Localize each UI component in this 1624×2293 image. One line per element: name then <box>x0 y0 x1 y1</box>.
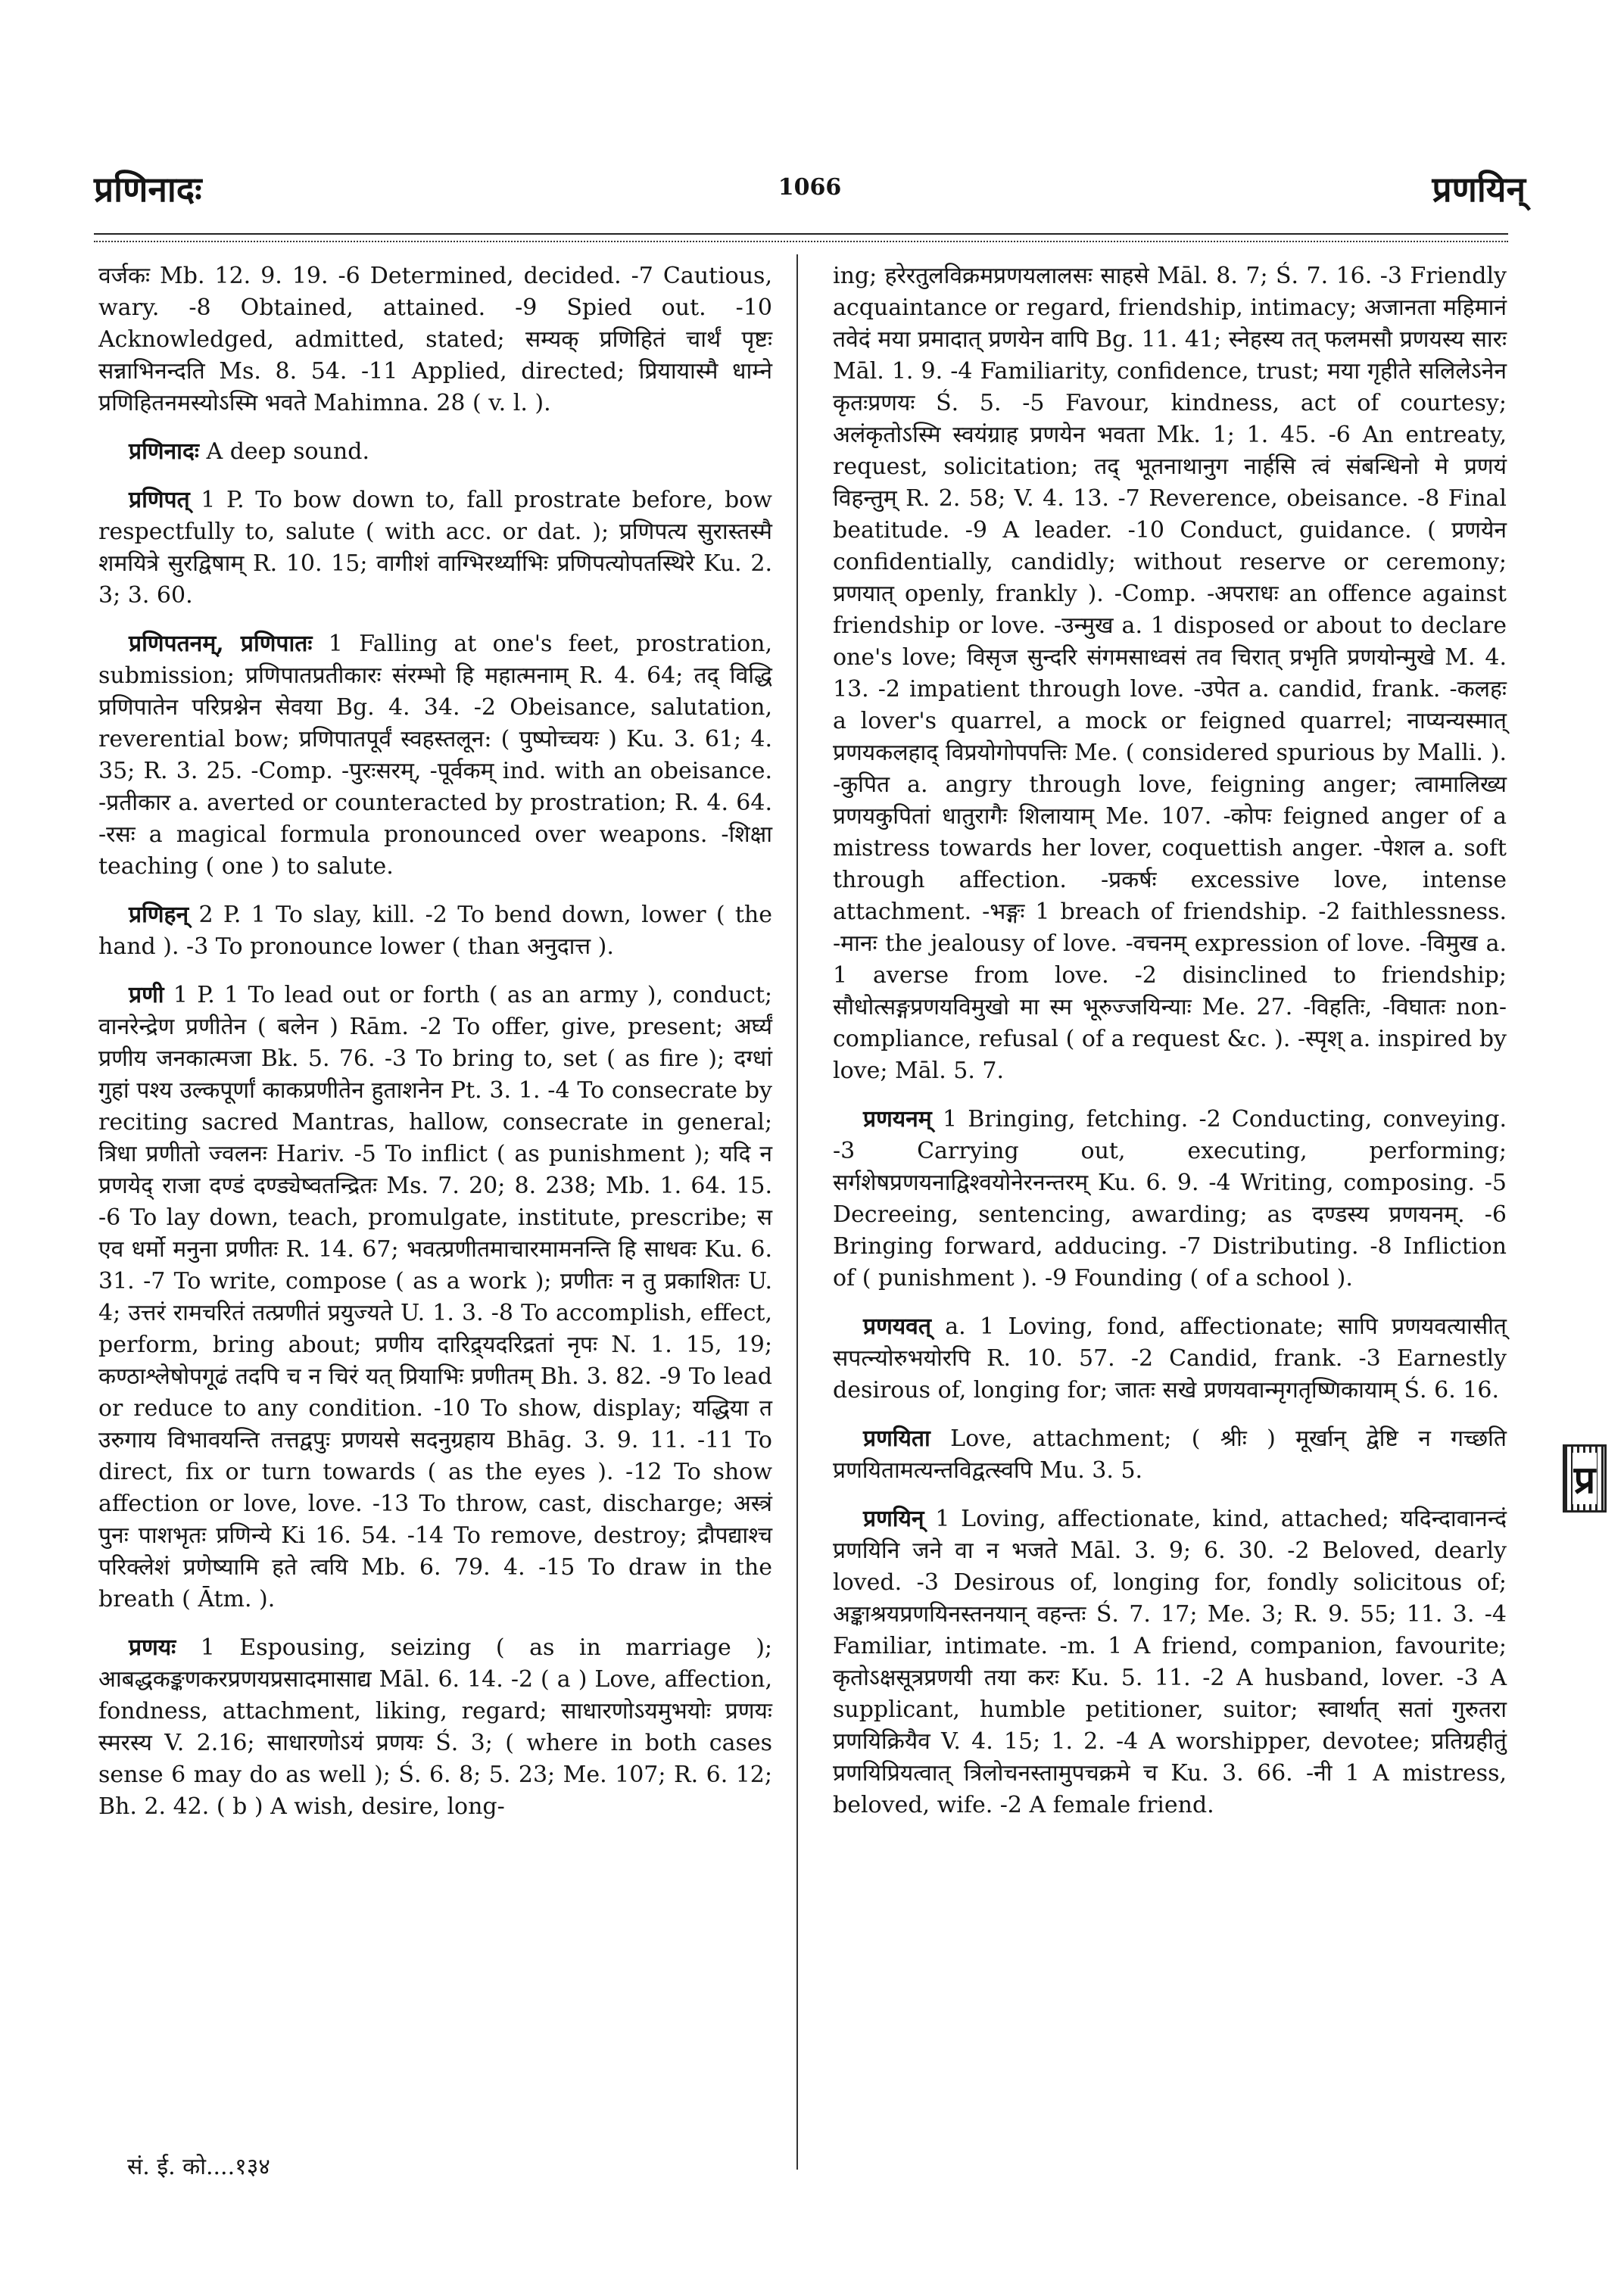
entry-headword: प्रणयः <box>129 1634 176 1661</box>
entry-definition: वर्जकः Mb. 12. 9. 19. -6 Determined, decided. -7 Cautious, wary. -8 Obtained, attained. -9 Spied out. -10 Acknowledged, admitted, stated; सम्यक् प्रणिहितं चार्थं पृष्टः सन्नाभिनन्दति Ms. 8. 54. -11 Applied, directed; प्रियायास्मै धाम्ने प्रणिहितनमस्योऽस्मि भवते Mahimna. 28 ( v. l. ). <box>98 263 772 416</box>
entry-definition: a. 1 Loving, fond, affectionate; सापि प्रणयवत्यासीत् सपत्न्योरुभयोरपि R. 10. 57. -2 Candid, frank. -3 Earnestly desirous of, longing for; जातः सखे प्रणयवान्मृगतृष्णिकायाम् Ś. 6. 16. <box>833 1313 1507 1404</box>
entry-definition: 1 Espousing, seizing ( as in marriage ); आबद्धकङ्कणकरप्रणयप्रसादमासाद्य Māl. 6. 14. -2 ( a ) Love, affection, fondness, attachment, liking, regard; साधारणोऽयमुभयोः प्रणयः स्मरस्य V. 2.16; साधारणोऽयं प्रणयः Ś. 3; ( where in both cases sense 6 may do as well ); Ś. 6. 8; 5. 23; Me. 107; R. 6. 12; Bh. 2. 42. ( b ) A wish, desire, long- <box>98 1634 773 1820</box>
dictionary-entry <box>833 1104 1507 1294</box>
entry-headword: प्रणयवत् <box>863 1313 931 1340</box>
left-column <box>98 260 772 1840</box>
dictionary-entry <box>98 980 772 1615</box>
entry-definition: A deep sound. <box>206 438 369 465</box>
dictionary-entry <box>98 628 772 883</box>
dictionary-entry <box>98 260 772 419</box>
entry-definition: 1 Bringing, fetching. -2 Conducting, conveying. -3 Carrying out, executing, performing; सर्गशेषप्रणयनाद्विश्वयोनेरनन्तरम् Ku. 6. 9. -4 Writing, composing. -5 Decreeing, sentencing, awarding; as दण्डस्य प्रणयनम्. -6 Bringing forward, adducing. -7 Distributing. -8 Infliction of ( punishment ). -9 Founding ( of a school ). <box>833 1106 1507 1291</box>
header-rule <box>94 233 1508 235</box>
entry-headword: प्रणिपतनम्, प्रणिपातः <box>129 631 313 657</box>
entry-definition: Love, attachment; ( श्रीः ) मूर्खान् द्वेष्टि न गच्छति प्रणयितामत्यन्तविद्वत्स्वपि Mu. 3. 5. <box>833 1425 1507 1484</box>
signature-footer: सं. ई. को....१३४ <box>127 2154 270 2180</box>
entry-definition: ing; हरेरतुलविक्रमप्रणयलालसः साहसे Māl. 8. 7; Ś. 7. 16. -3 Friendly acquaintance or regard, friendship, intimacy; अजानता महिमानं तवेदं मया प्रमादात् प्रणयेन वापि Bg. 11. 41; स्नेहस्य तत् फलमसौ प्रणयस्य सारः Māl. 1. 9. -4 Familiarity, confidence, trust; मया गृहीते सलिलेऽनेन कृतःप्रणयः Ś. 5. -5 Favour, kindness, act of courtesy; अलंकृतोऽस्मि स्वयंग्राह प्रणयेन भवता Mk. 1; 1. 45. -6 An entreaty, request, solicitation; तद् भूतनाथानुग नार्हसि त्वं संबन्धिनो मे प्रणयं विहन्तुम् R. 2. 58; V. 4. 13. -7 Reverence, obeisance. -8 Final beatitude. -9 A leader. -10 Conduct, guidance. ( प्रणयेन confidentially, candidly; without reserve or ceremony; प्रणयात् openly, frankly ). -Comp. -अपराधः an offence against friendship or love. -उन्मुख a. 1 disposed or about to declare one's love; विसृज सुन्दरि संगमसाध्वसं तव चिरात् प्रभृति प्रणयोन्मुखे M. 4. 13. -2 impatient through love. -उपेत a. candid, frank. -कलहः a lover's quarrel, a mock or feigned quarrel; नाप्यन्यस्मात् प्रणयकलहाद् विप्रयोगोपपत्तिः Me. ( considered spurious by Malli. ). -कुपित a. angry through love, feigning anger; त्वामालिख्य प्रणयकुपितां धातुरागैः शिलायाम् Me. 107. -कोपः feigned anger of a mistress towards her lover, coquettish anger. -पेशल a. soft through affection. -प्रकर्षः excessive love, intense attachment. -भङ्गः 1 breach of friendship. -2 faithlessness. -मानः the jealousy of love. -वचनम् expression of love. -विमुख a. 1 averse from love. -2 disinclined to friendship; सौधोत्सङ्गप्रणयविमुखो मा स्म भूरुज्जयिन्याः Me. 27. -विहतिः, -विघातः non-compliance, refusal ( of a request &c. ). -स्पृश् a. inspired by love; Māl. 5. 7. <box>833 263 1507 1084</box>
dictionary-entry <box>833 260 1507 1087</box>
entry-definition: 2 P. 1 To slay, kill. -2 To bend down, lower ( the hand ). -3 To pronounce lower ( than अनुदात्त ). <box>98 902 772 960</box>
entry-headword: प्रणयनम् <box>863 1106 932 1132</box>
dictionary-entry <box>98 1632 772 1823</box>
column-divider <box>796 254 798 2170</box>
dictionary-entry <box>833 1311 1507 1407</box>
left-running-headword: प्रणिनादः <box>94 169 202 210</box>
right-column <box>833 260 1507 1838</box>
entry-definition: 1 P. 1 To lead out or forth ( as an army ), conduct; वानरेन्द्रेण प्रणीतेन ( बलेन ) Rām. -2 To offer, give, present; अर्घ्यं प्रणीय जनकात्मजा Bk. 5. 76. -3 To bring to, set ( as fire ); दग्धां गुहां पश्य उल्कपूर्णां काकप्रणीतेन हुताशनेन Pt. 3. 1. -4 To consecrate by reciting sacred Mantras, hallow, consecrate in general; त्रिधा प्रणीतो ज्वलनः Hariv. -5 To inflict ( as punishment ); यदि न प्रणयेद् राजा दण्डं दण्ड्येष्वतन्द्रितः Ms. 7. 20; 8. 238; Mb. 1. 64. 15. -6 To lay down, teach, promulgate, institute, prescribe; स एव धर्मो मनुना प्रणीतः R. 14. 67; भवत्प्रणीतमाचारमामनन्ति हि साधवः Ku. 6. 31. -7 To write, compose ( as a work ); प्रणीतः न तु प्रकाशितः U. 4; उत्तरं रामचरितं तत्प्रणीतं प्रयुज्यते U. 1. 3. -8 To accomplish, effect, perform, bring about; प्रणीय दारिद्र्यदरिद्रतां नृपः N. 1. 15, 19; कण्ठाश्लेषोपगूढं तदपि च न चिरं यत् प्रियाभिः प्रणीतम् Bh. 3. 82. -9 To lead or reduce to any condition. -10 To show, display; यद्धिया त उरुगाय विभावयन्ति तत्तद्वपुः प्रणयसे सदनुग्रहाय Bhāg. 3. 9. 11. -11 To direct, fix or turn towards ( as the eyes ). -12 To show affection or love, love. -13 To throw, cast, discharge; अस्त्रं पुनः पाशभृतः प्रणिन्ये Ki 16. 54. -14 To remove, destroy; द्रौपद्याश्च परिक्लेशं प्रणेष्यामि हते त्वयि Mb. 6. 79. 4. -15 To draw in the breath ( Ātm. ). <box>98 982 772 1612</box>
entry-headword: प्रणिनादः <box>129 438 199 465</box>
dictionary-entry <box>98 436 772 468</box>
dictionary-entry <box>833 1423 1507 1487</box>
entry-headword: प्रणिपत् <box>129 487 190 513</box>
entry-definition: 1 Loving, affectionate, kind, attached; यदिन्दावानन्दं प्रणयिनि जने वा न भजते Māl. 3. 9; 6. 30. -2 Beloved, dearly loved. -3 Desirous of, longing for, fondly solicitous of; अङ्काश्रयप्रणयिनस्तनयान् वहन्तः Ś. 7. 17; Me. 3; R. 9. 55; 11. 3. -4 Familiar, intimate. -m. 1 A friend, companion, favourite; कृतोऽक्षसूत्रप्रणयी तया करः Ku. 5. 11. -2 A husband, lover. -3 A supplicant, humble petitioner, suitor; स्वार्थात् सतां गुरुतरा प्रणयिक्रियैव V. 4. 15; 1. 2. -4 A worshipper, devotee; प्रतिग्रहीतुं प्रणयिप्रियत्वात् त्रिलोचनस्तामुपचक्रमे च Ku. 3. 66. -नी 1 A mistress, beloved, wife. -2 A female friend. <box>833 1506 1507 1818</box>
entry-headword: प्रणयिता <box>863 1425 930 1452</box>
dictionary-entry <box>98 484 772 612</box>
entry-headword: प्रणिहन् <box>129 902 189 928</box>
entry-headword: प्रणयिन् <box>863 1506 924 1532</box>
dictionary-entry <box>833 1503 1507 1821</box>
entry-definition: 1 P. To bow down to, fall prostrate before, bow respectfully to, salute ( with acc. or dat. ); प्रणिपत्य सुरास्तस्मै शमयित्रे सुरद्विषाम् R. 10. 15; वागीशं वाग्भिरर्थ्याभिः प्रणिपत्योपतस्थिरे Ku. 2. 3; 3. 60. <box>98 487 772 609</box>
page-number: 1066 <box>778 174 842 201</box>
header-dotted-rule <box>94 241 1508 242</box>
entry-definition: 1 Falling at one's feet, prostration, submission; प्रणिपातप्रतीकारः संरम्भो हि महात्मनाम् R. 4. 64; तद् विद्धि प्रणिपातेन परिप्रश्नेन सेवया Bg. 4. 34. -2 Obeisance, salutation, reverential bow; प्रणिपातपूर्वं स्वहस्तलून: ( पुष्पोच्चयः ) Ku. 3. 61; 4. 35; R. 3. 25. -Comp. -पुरःसरम्, -पूर्वकम् ind. with an obeisance. -प्रतीकार a. averted or counteracted by prostration; R. 4. 64. -रसः a magical formula pronounced over weapons. -शिक्षा teaching ( one ) to salute. <box>98 631 772 880</box>
thumb-index-tab: प्र <box>1563 1444 1607 1513</box>
right-running-headword: प्रणयिन् <box>1432 169 1526 210</box>
page-header <box>94 165 1526 226</box>
entry-headword: प्रणी <box>129 982 164 1008</box>
dictionary-entry <box>98 899 772 963</box>
